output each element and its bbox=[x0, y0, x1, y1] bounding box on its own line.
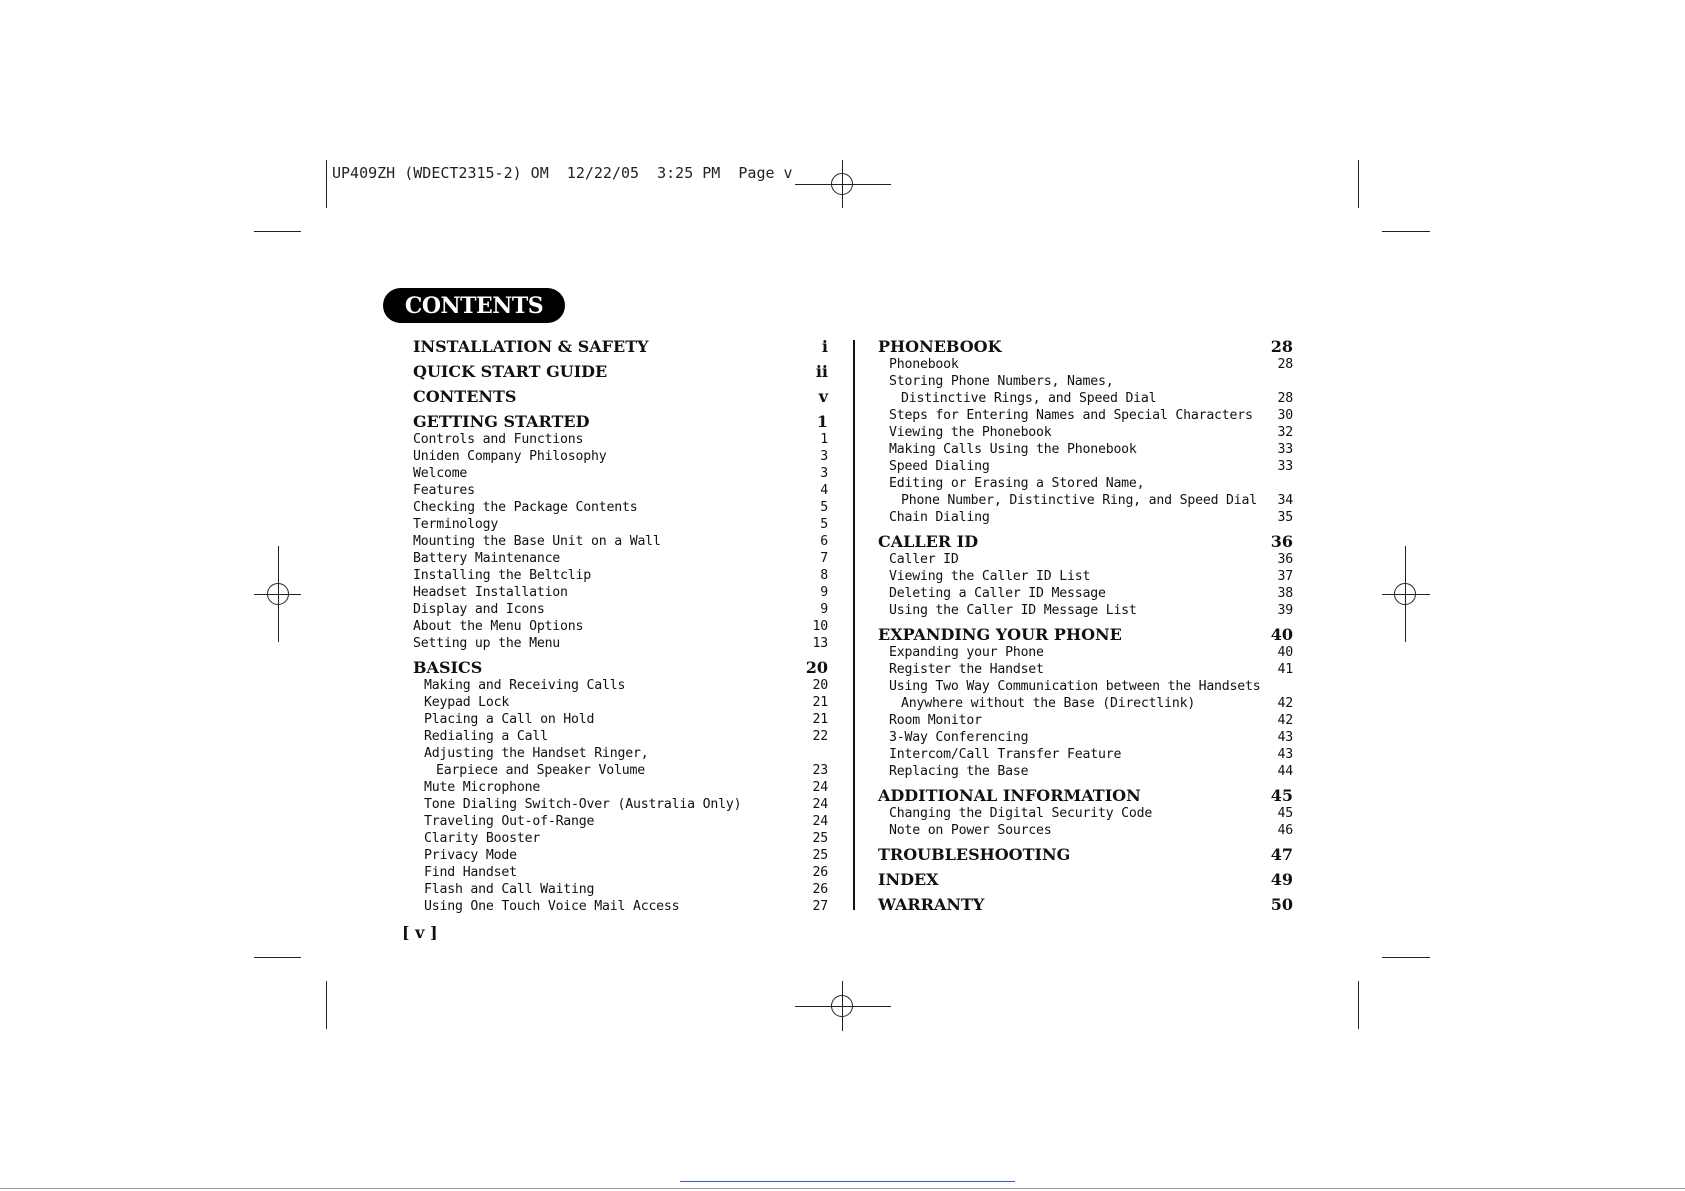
toc-entry[interactable] bbox=[878, 551, 1293, 568]
toc-entry[interactable] bbox=[413, 796, 828, 813]
toc-entry[interactable] bbox=[413, 533, 828, 550]
toc-entry-title: Tone Dialing Switch-Over (Australia Only) bbox=[424, 797, 742, 812]
toc-entry-page: 42 bbox=[1277, 696, 1293, 711]
toc-entry[interactable] bbox=[878, 568, 1293, 585]
toc-entry-page: 40 bbox=[1277, 645, 1293, 660]
toc-entry-page: 21 bbox=[812, 712, 828, 727]
toc-section-title: ADDITIONAL INFORMATION bbox=[878, 786, 1141, 805]
toc-entry-page: 43 bbox=[1277, 747, 1293, 762]
toc-section-title: GETTING STARTED bbox=[413, 412, 590, 431]
toc-entry-page: 26 bbox=[812, 865, 828, 880]
toc-entry-page: 39 bbox=[1277, 603, 1293, 618]
toc-entry[interactable] bbox=[878, 729, 1293, 746]
toc-entry-page: 3 bbox=[820, 466, 828, 481]
toc-section-page: 45 bbox=[1270, 786, 1293, 805]
toc-section bbox=[413, 413, 828, 652]
crop-mark bbox=[326, 160, 327, 208]
toc-entry-title: Chain Dialing bbox=[889, 510, 990, 525]
toc-section bbox=[878, 896, 1293, 914]
toc-entry-page: 44 bbox=[1277, 764, 1293, 779]
toc-entry-title: Clarity Booster bbox=[424, 831, 541, 846]
toc-entry-title: Storing Phone Numbers, Names, bbox=[889, 374, 1114, 389]
toc-entry-page: 5 bbox=[820, 517, 828, 532]
toc-entry[interactable] bbox=[878, 746, 1293, 763]
toc-entry-title: Making Calls Using the Phonebook bbox=[889, 442, 1137, 457]
toc-section-heading[interactable] bbox=[413, 338, 828, 356]
toc-entry-title: Mute Microphone bbox=[424, 780, 541, 795]
toc-entry-title: Making and Receiving Calls bbox=[424, 678, 626, 693]
toc-entry-title: Headset Installation bbox=[413, 585, 568, 600]
printer-slug: UP409ZH (WDECT2315-2) OM 12/22/05 3:25 PM Page v bbox=[332, 164, 793, 182]
toc-entry-page: 5 bbox=[820, 500, 828, 515]
toc-entry-page: 37 bbox=[1277, 569, 1293, 584]
toc-entry-title: Replacing the Base bbox=[889, 764, 1029, 779]
toc-section-page: 20 bbox=[805, 658, 828, 677]
toc-section-heading[interactable] bbox=[878, 846, 1293, 864]
toc-entry-page: 7 bbox=[820, 551, 828, 566]
toc-right-column bbox=[878, 338, 1293, 921]
toc-entry-page: 26 bbox=[812, 882, 828, 897]
toc-entry[interactable] bbox=[878, 678, 1293, 695]
toc-entry-page: 23 bbox=[812, 763, 828, 778]
toc-entry[interactable] bbox=[878, 509, 1293, 526]
toc-entry-page: 6 bbox=[820, 534, 828, 549]
toc-entry-title: Earpiece and Speaker Volume bbox=[436, 763, 645, 778]
toc-entry-title: Redialing a Call bbox=[424, 729, 548, 744]
toc-section-page: 47 bbox=[1270, 845, 1293, 864]
toc-entry-title: Features bbox=[413, 483, 475, 498]
toc-entry-title: Viewing the Caller ID List bbox=[889, 569, 1091, 584]
toc-section-heading[interactable] bbox=[413, 413, 828, 431]
toc-entry[interactable] bbox=[878, 805, 1293, 822]
toc-entry-title: Setting up the Menu bbox=[413, 636, 561, 651]
toc-entry[interactable] bbox=[878, 356, 1293, 373]
toc-entry-title: Intercom/Call Transfer Feature bbox=[889, 747, 1122, 762]
toc-entry-title: Viewing the Phonebook bbox=[889, 425, 1052, 440]
toc-section-page: v bbox=[818, 387, 828, 406]
toc-entry-page: 34 bbox=[1277, 493, 1293, 508]
toc-entry-page: 10 bbox=[812, 619, 828, 634]
toc-entry-page: 3 bbox=[820, 449, 828, 464]
toc-entry[interactable] bbox=[878, 492, 1293, 509]
toc-entry-page: 33 bbox=[1277, 459, 1293, 474]
toc-entry-title: Keypad Lock bbox=[424, 695, 510, 710]
toc-entry-title: Checking the Package Contents bbox=[413, 500, 638, 515]
toc-entry[interactable] bbox=[413, 881, 828, 898]
toc-entry[interactable] bbox=[878, 585, 1293, 602]
toc-entry[interactable] bbox=[413, 694, 828, 711]
toc-entry[interactable] bbox=[413, 635, 828, 652]
toc-section-title: INDEX bbox=[878, 870, 939, 889]
toc-section bbox=[878, 626, 1293, 780]
toc-entry[interactable] bbox=[413, 431, 828, 448]
toc-entry-page: 42 bbox=[1277, 713, 1293, 728]
toc-entry-title: About the Menu Options bbox=[413, 619, 584, 634]
toc-entry-title: Changing the Digital Security Code bbox=[889, 806, 1153, 821]
toc-entry[interactable] bbox=[413, 830, 828, 847]
crop-mark bbox=[1358, 160, 1359, 208]
toc-entry-title: Register the Handset bbox=[889, 662, 1044, 677]
toc-section-page: i bbox=[821, 337, 828, 356]
toc-entry-page: 9 bbox=[820, 585, 828, 600]
toc-section-title: QUICK START GUIDE bbox=[413, 362, 608, 381]
toc-entry-page: 4 bbox=[820, 483, 828, 498]
toc-entry-title: Controls and Functions bbox=[413, 432, 584, 447]
crop-mark bbox=[1382, 231, 1430, 232]
toc-entry-title: Phone Number, Distinctive Ring, and Speed Dial bbox=[901, 493, 1258, 508]
toc-entry-title: Installing the Beltclip bbox=[413, 568, 592, 583]
toc-entry-title: Room Monitor bbox=[889, 713, 982, 728]
toc-entry[interactable] bbox=[413, 550, 828, 567]
toc-entry-title: Privacy Mode bbox=[424, 848, 517, 863]
toc-entry[interactable] bbox=[878, 695, 1293, 712]
toc-entry-page: 38 bbox=[1277, 586, 1293, 601]
toc-section-page: 49 bbox=[1270, 870, 1293, 889]
toc-entry-page: 9 bbox=[820, 602, 828, 617]
toc-entry-page: 8 bbox=[820, 568, 828, 583]
contents-heading: CONTENTS bbox=[383, 288, 565, 323]
toc-entry-page: 24 bbox=[812, 797, 828, 812]
toc-section-title: TROUBLESHOOTING bbox=[878, 845, 1071, 864]
toc-entry[interactable] bbox=[413, 601, 828, 618]
toc-entry-page: 27 bbox=[812, 899, 828, 914]
toc-section-page: ii bbox=[815, 362, 828, 381]
toc-entry[interactable] bbox=[878, 644, 1293, 661]
toc-entry-title: Adjusting the Handset Ringer, bbox=[424, 746, 649, 761]
toc-section-heading[interactable] bbox=[878, 533, 1293, 551]
toc-left-column bbox=[413, 338, 828, 922]
registration-target-icon bbox=[1394, 583, 1416, 605]
toc-entry-title: Steps for Entering Names and Special Characters bbox=[889, 408, 1253, 423]
toc-entry-page: 20 bbox=[812, 678, 828, 693]
toc-section bbox=[878, 787, 1293, 839]
toc-section-heading[interactable] bbox=[413, 363, 828, 381]
toc-entry[interactable] bbox=[413, 813, 828, 830]
toc-entry-page: 28 bbox=[1277, 357, 1293, 372]
toc-entry-page: 21 bbox=[812, 695, 828, 710]
toc-entry[interactable] bbox=[413, 864, 828, 881]
toc-entry-title: Mounting the Base Unit on a Wall bbox=[413, 534, 661, 549]
toc-entry-title: Expanding your Phone bbox=[889, 645, 1044, 660]
registration-target-icon bbox=[831, 173, 853, 195]
toc-entry-title: Using One Touch Voice Mail Access bbox=[424, 899, 680, 914]
toc-entry[interactable] bbox=[878, 373, 1293, 390]
toc-entry-title: Using the Caller ID Message List bbox=[889, 603, 1137, 618]
toc-entry[interactable] bbox=[878, 441, 1293, 458]
toc-entry-title: Traveling Out-of-Range bbox=[424, 814, 595, 829]
toc-entry-page: 24 bbox=[812, 780, 828, 795]
toc-entry-title: Flash and Call Waiting bbox=[424, 882, 595, 897]
toc-entry-title: Editing or Erasing a Stored Name, bbox=[889, 476, 1145, 491]
toc-entry-page: 41 bbox=[1277, 662, 1293, 677]
toc-entry[interactable] bbox=[413, 898, 828, 915]
toc-section-heading[interactable] bbox=[878, 871, 1293, 889]
toc-entry-title: Display and Icons bbox=[413, 602, 545, 617]
toc-section bbox=[413, 659, 828, 915]
toc-section-page: 40 bbox=[1270, 625, 1293, 644]
toc-entry-page: 22 bbox=[812, 729, 828, 744]
crop-mark bbox=[326, 981, 327, 1029]
toc-section-page: 28 bbox=[1270, 337, 1293, 356]
toc-section-title: BASICS bbox=[413, 658, 483, 677]
toc-entry-title: Note on Power Sources bbox=[889, 823, 1052, 838]
toc-entry[interactable] bbox=[413, 465, 828, 482]
toc-entry-title: Anywhere without the Base (Directlink) bbox=[901, 696, 1196, 711]
toc-entry[interactable] bbox=[878, 822, 1293, 839]
toc-section bbox=[413, 388, 828, 406]
registration-target-icon bbox=[267, 583, 289, 605]
toc-section-heading[interactable] bbox=[878, 787, 1293, 805]
toc-entry[interactable] bbox=[413, 847, 828, 864]
scan-line bbox=[680, 1181, 1015, 1182]
toc-entry-page: 33 bbox=[1277, 442, 1293, 457]
toc-section-heading[interactable] bbox=[878, 626, 1293, 644]
toc-entry-title: Using Two Way Communication between the Handsets bbox=[889, 679, 1261, 694]
toc-entry-title: Speed Dialing bbox=[889, 459, 990, 474]
toc-section-title: WARRANTY bbox=[878, 895, 985, 914]
toc-entry[interactable] bbox=[878, 407, 1293, 424]
toc-entry-title: Find Handset bbox=[424, 865, 517, 880]
toc-entry-page: 1 bbox=[820, 432, 828, 447]
toc-entry-page: 24 bbox=[812, 814, 828, 829]
toc-entry[interactable] bbox=[878, 458, 1293, 475]
toc-entry-title: Placing a Call on Hold bbox=[424, 712, 595, 727]
toc-entry[interactable] bbox=[413, 482, 828, 499]
toc-entry[interactable] bbox=[413, 499, 828, 516]
toc-section bbox=[413, 363, 828, 381]
toc-entry-page: 25 bbox=[812, 848, 828, 863]
toc-section-heading[interactable] bbox=[413, 659, 828, 677]
toc-section bbox=[413, 338, 828, 356]
toc-entry[interactable] bbox=[413, 711, 828, 728]
toc-entry-title: Uniden Company Philosophy bbox=[413, 449, 607, 464]
registration-target-icon bbox=[831, 995, 853, 1017]
toc-section-title: CALLER ID bbox=[878, 532, 979, 551]
toc-entry[interactable] bbox=[878, 602, 1293, 619]
toc-entry-title: Deleting a Caller ID Message bbox=[889, 586, 1106, 601]
toc-section-title: CONTENTS bbox=[413, 387, 517, 406]
toc-section-title: EXPANDING YOUR PHONE bbox=[878, 625, 1122, 644]
toc-entry[interactable] bbox=[878, 424, 1293, 441]
toc-entry-page: 25 bbox=[812, 831, 828, 846]
toc-section-heading[interactable] bbox=[413, 388, 828, 406]
toc-entry-page: 45 bbox=[1277, 806, 1293, 821]
toc-section-title: INSTALLATION & SAFETY bbox=[413, 337, 649, 356]
toc-entry[interactable] bbox=[413, 516, 828, 533]
toc-entry-page: 32 bbox=[1277, 425, 1293, 440]
toc-section bbox=[878, 533, 1293, 619]
page-number: [ v ] bbox=[402, 923, 438, 942]
toc-entry[interactable] bbox=[878, 475, 1293, 492]
toc-entry-title: Terminology bbox=[413, 517, 499, 532]
toc-section bbox=[878, 338, 1293, 526]
toc-entry-page: 30 bbox=[1277, 408, 1293, 423]
toc-entry[interactable] bbox=[413, 448, 828, 465]
column-divider bbox=[853, 340, 855, 910]
toc-section bbox=[878, 846, 1293, 864]
toc-section-heading[interactable] bbox=[878, 896, 1293, 914]
crop-mark bbox=[254, 957, 301, 958]
toc-entry-page: 13 bbox=[812, 636, 828, 651]
toc-section-page: 50 bbox=[1270, 895, 1293, 914]
toc-section-title: PHONEBOOK bbox=[878, 337, 1002, 356]
toc-section-heading[interactable] bbox=[878, 338, 1293, 356]
toc-entry-page: 28 bbox=[1277, 391, 1293, 406]
toc-section-page: 1 bbox=[816, 412, 828, 431]
toc-entry[interactable] bbox=[413, 779, 828, 796]
toc-entry-title: Caller ID bbox=[889, 552, 959, 567]
toc-entry-page: 36 bbox=[1277, 552, 1293, 567]
page-edge bbox=[0, 1188, 1685, 1189]
toc-entry[interactable] bbox=[413, 677, 828, 694]
toc-entry[interactable] bbox=[413, 762, 828, 779]
toc-entry-title: Distinctive Rings, and Speed Dial bbox=[901, 391, 1157, 406]
toc-entry-title: Welcome bbox=[413, 466, 468, 481]
toc-entry[interactable] bbox=[413, 618, 828, 635]
toc-entry[interactable] bbox=[413, 567, 828, 584]
toc-entry[interactable] bbox=[413, 584, 828, 601]
crop-mark bbox=[1358, 981, 1359, 1029]
toc-entry-title: Phonebook bbox=[889, 357, 959, 372]
toc-entry-title: 3-Way Conferencing bbox=[889, 730, 1029, 745]
toc-entry[interactable] bbox=[413, 745, 828, 762]
toc-entry[interactable] bbox=[878, 712, 1293, 729]
toc-entry-page: 43 bbox=[1277, 730, 1293, 745]
toc-section bbox=[878, 871, 1293, 889]
toc-section-page: 36 bbox=[1270, 532, 1293, 551]
toc-entry[interactable] bbox=[878, 661, 1293, 678]
toc-entry-page: 35 bbox=[1277, 510, 1293, 525]
toc-entry-title: Battery Maintenance bbox=[413, 551, 561, 566]
crop-mark bbox=[1382, 957, 1430, 958]
toc-entry[interactable] bbox=[413, 728, 828, 745]
toc-entry[interactable] bbox=[878, 390, 1293, 407]
crop-mark bbox=[254, 231, 301, 232]
toc-entry[interactable] bbox=[878, 763, 1293, 780]
toc-entry-page: 46 bbox=[1277, 823, 1293, 838]
